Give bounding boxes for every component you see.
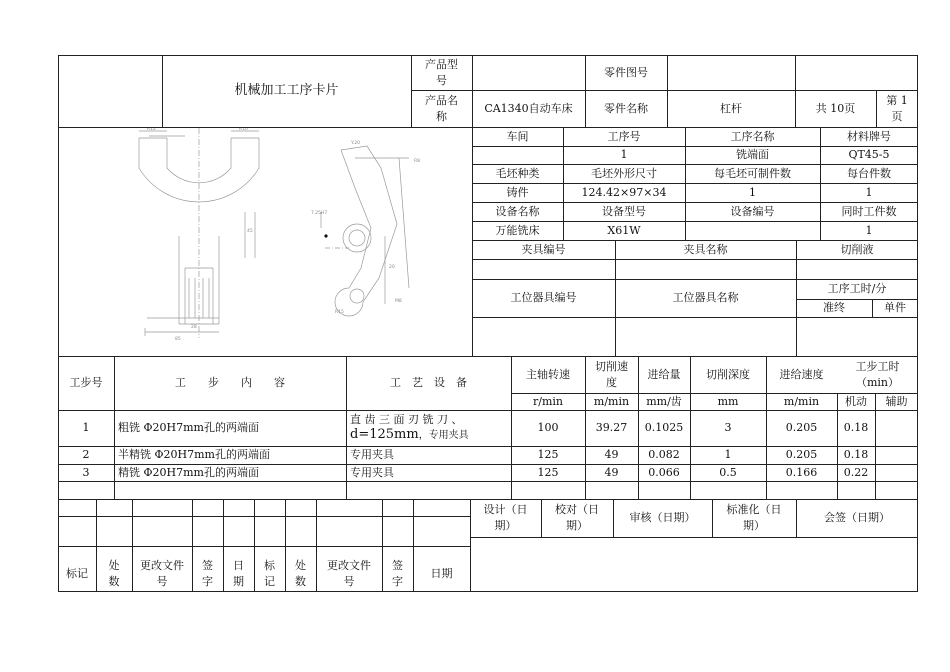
drawing-label: 45 bbox=[247, 229, 253, 234]
equip-model-label: 设备型号 bbox=[602, 204, 646, 218]
step-content[interactable]: 粗铣 Φ20H7mm孔的两端面 bbox=[118, 421, 259, 435]
feed-speed-header: 进给速度 bbox=[779, 367, 824, 381]
revision-count-label-2: 处 数 bbox=[295, 559, 306, 588]
step-speed[interactable]: 39.27 bbox=[595, 421, 628, 435]
part-name-label: 零件名称 bbox=[604, 101, 648, 115]
blank-type-label: 毛坯种类 bbox=[495, 166, 540, 180]
check-signoff[interactable]: 校对（日 期） bbox=[555, 503, 599, 532]
material-value[interactable]: QT45-5 bbox=[848, 148, 890, 162]
simultaneous-value[interactable]: 1 bbox=[865, 223, 873, 237]
review-signoff[interactable]: 审核（日期） bbox=[629, 511, 696, 525]
unit-spindle: r/min bbox=[533, 394, 563, 408]
equipment-header: 工 艺 设 备 bbox=[390, 376, 467, 390]
fixture-note: ，专用夹具 bbox=[418, 429, 469, 441]
equip-model-value[interactable]: X61W bbox=[607, 223, 641, 237]
op-no-label: 工序号 bbox=[607, 129, 641, 143]
blank-size-label: 毛坯外形尺寸 bbox=[591, 166, 657, 180]
drawing-label: 28 bbox=[191, 325, 197, 330]
op-name-label: 工序名称 bbox=[730, 129, 775, 143]
step-feed[interactable]: 0.1025 bbox=[644, 421, 684, 435]
revision-doc-label: 更改文件 号 bbox=[140, 559, 184, 588]
step-feed-speed[interactable]: 0.166 bbox=[785, 465, 818, 479]
step-no: 3 bbox=[82, 465, 90, 479]
blank-type-value[interactable]: 铸件 bbox=[506, 185, 529, 199]
drawing-label: 85 bbox=[175, 337, 181, 342]
step-equipment-line2 bbox=[350, 427, 469, 443]
depth-header: 切削深度 bbox=[706, 367, 750, 381]
step-depth[interactable]: 3 bbox=[724, 421, 732, 435]
equip-name-label: 设备名称 bbox=[495, 204, 540, 218]
revision-date-label-2: 日期 bbox=[430, 567, 453, 581]
equip-no-value[interactable] bbox=[685, 221, 820, 240]
product-model-value[interactable] bbox=[472, 55, 585, 90]
part-drawing bbox=[59, 128, 471, 354]
step-speed[interactable]: 49 bbox=[604, 448, 619, 462]
step-speed[interactable]: 49 bbox=[604, 465, 619, 479]
step-aux-time[interactable] bbox=[875, 410, 918, 446]
step-feed[interactable]: 0.066 bbox=[648, 465, 680, 479]
step-machine-time[interactable]: 0.22 bbox=[843, 465, 869, 479]
tool-name-label: 工位器具名称 bbox=[672, 291, 739, 305]
step-content[interactable]: 半精铣 Φ20H7mm孔的两端面 bbox=[118, 448, 270, 462]
step-depth[interactable]: 0.5 bbox=[719, 465, 737, 479]
step-spindle[interactable]: 125 bbox=[537, 448, 559, 462]
material-label: 材料牌号 bbox=[847, 129, 891, 143]
step-aux-time[interactable] bbox=[875, 464, 918, 481]
spindle-header: 主轴转速 bbox=[526, 367, 570, 381]
per-machine-value[interactable]: 1 bbox=[865, 185, 873, 199]
countersign-signoff[interactable]: 会签（日期） bbox=[824, 511, 890, 525]
equip-name-value[interactable]: 万能铣床 bbox=[495, 223, 540, 237]
revision-mark-label: 标记 bbox=[66, 567, 88, 581]
step-no-header: 工步号 bbox=[69, 376, 103, 390]
step-spindle[interactable]: 125 bbox=[537, 465, 559, 479]
drawing-label: 7.25H7 bbox=[311, 211, 328, 216]
step-machine-time[interactable]: 0.18 bbox=[843, 448, 869, 462]
fixture-name-label: 夹具名称 bbox=[683, 242, 728, 256]
part-drawing-no-label: 零件图号 bbox=[604, 65, 648, 79]
step-equipment[interactable]: 专用夹具 bbox=[350, 465, 394, 479]
step-aux-time[interactable] bbox=[875, 446, 918, 464]
drawing-label: R8 bbox=[414, 159, 420, 164]
step-equipment-line1: 直 齿 三 面 刃 铣 刀 、 bbox=[350, 413, 463, 426]
step-machine-time[interactable]: 0.18 bbox=[843, 421, 869, 435]
blank-size-value[interactable]: 124.42×97×34 bbox=[581, 185, 667, 199]
drawing-label: R10 bbox=[239, 128, 248, 132]
part-drawing-no-value[interactable] bbox=[667, 55, 795, 90]
part-name-value[interactable]: 杠杆 bbox=[720, 101, 742, 115]
aux-time-header: 辅助 bbox=[885, 394, 908, 408]
tool-no-label: 工位器具编号 bbox=[510, 291, 577, 305]
standardization-signoff[interactable]: 标准化（日 期） bbox=[726, 503, 782, 532]
step-content[interactable]: 精铣 Φ20H7mm孔的两端面 bbox=[118, 465, 259, 479]
design-signoff[interactable]: 设计（日 期） bbox=[483, 503, 528, 532]
revision-date-label: 日 期 bbox=[233, 559, 244, 588]
product-name-value[interactable]: CA1340自动车床 bbox=[484, 101, 573, 115]
process-card bbox=[58, 55, 918, 592]
simultaneous-label: 同时工件数 bbox=[841, 204, 897, 218]
workshop-label: 车间 bbox=[506, 129, 529, 143]
unit-feed: mm/齿 bbox=[646, 394, 682, 408]
revision-sign-label-2: 签 字 bbox=[392, 559, 403, 588]
drawing-label: R15 bbox=[335, 310, 344, 315]
product-model-label: 产品型 号 bbox=[425, 57, 458, 87]
revision-sign-label: 签 字 bbox=[202, 559, 213, 588]
total-pages: 共 10页 bbox=[815, 101, 856, 115]
step-no: 1 bbox=[82, 421, 90, 435]
prep-time-label: 准终 bbox=[823, 301, 845, 315]
drawing-label: Y.20 bbox=[351, 141, 360, 146]
product-name-label: 产品名 称 bbox=[425, 93, 458, 123]
fixture-no-label: 夹具编号 bbox=[521, 242, 566, 256]
per-blank-label: 每毛坯可制件数 bbox=[714, 166, 791, 180]
step-feed-speed[interactable]: 0.205 bbox=[785, 421, 818, 435]
op-time-label: 工序工时/分 bbox=[827, 282, 887, 296]
step-spindle[interactable]: 100 bbox=[537, 421, 559, 435]
feed-header: 进给量 bbox=[647, 367, 681, 381]
op-no-value[interactable]: 1 bbox=[620, 148, 628, 162]
revision-doc-label-2: 更改文件 号 bbox=[327, 559, 371, 588]
page-number: 第 1 页 bbox=[886, 93, 908, 123]
step-time-header: 工步工时 （min） bbox=[855, 359, 900, 389]
coolant-label: 切削液 bbox=[840, 242, 874, 256]
drawing-label: 20 bbox=[389, 265, 395, 270]
workshop-value[interactable] bbox=[472, 146, 563, 164]
card-title: 机械加工工序卡片 bbox=[234, 82, 339, 98]
revision-count-label: 处 数 bbox=[108, 559, 120, 588]
cut-speed-header: 切削速 度 bbox=[595, 359, 628, 389]
per-blank-value[interactable]: 1 bbox=[749, 185, 756, 199]
unit-depth: mm bbox=[717, 394, 739, 408]
drawing-label: M8 bbox=[395, 299, 402, 304]
unit-feed-speed: m/min bbox=[783, 394, 820, 408]
cutter-diameter: d=125mm bbox=[350, 426, 419, 442]
step-feed-speed[interactable]: 0.205 bbox=[785, 448, 818, 462]
step-feed[interactable]: 0.082 bbox=[648, 448, 680, 462]
drawing-label: R12 bbox=[147, 128, 156, 132]
per-machine-label: 每台件数 bbox=[847, 166, 891, 180]
machine-time-header: 机动 bbox=[845, 394, 867, 408]
unit-cut-speed: m/min bbox=[593, 394, 630, 408]
step-no: 2 bbox=[82, 448, 90, 462]
content-header: 工 步 内 容 bbox=[175, 376, 285, 390]
step-equipment[interactable] bbox=[346, 410, 511, 446]
op-name-value[interactable]: 铣端面 bbox=[736, 148, 769, 162]
revision-mark-label-2: 标 记 bbox=[264, 559, 275, 588]
step-depth[interactable]: 1 bbox=[724, 448, 732, 462]
equip-no-label: 设备编号 bbox=[730, 204, 775, 218]
step-equipment[interactable]: 专用夹具 bbox=[350, 448, 394, 462]
unit-time-label: 单件 bbox=[884, 301, 906, 315]
lever-outline bbox=[335, 146, 397, 316]
